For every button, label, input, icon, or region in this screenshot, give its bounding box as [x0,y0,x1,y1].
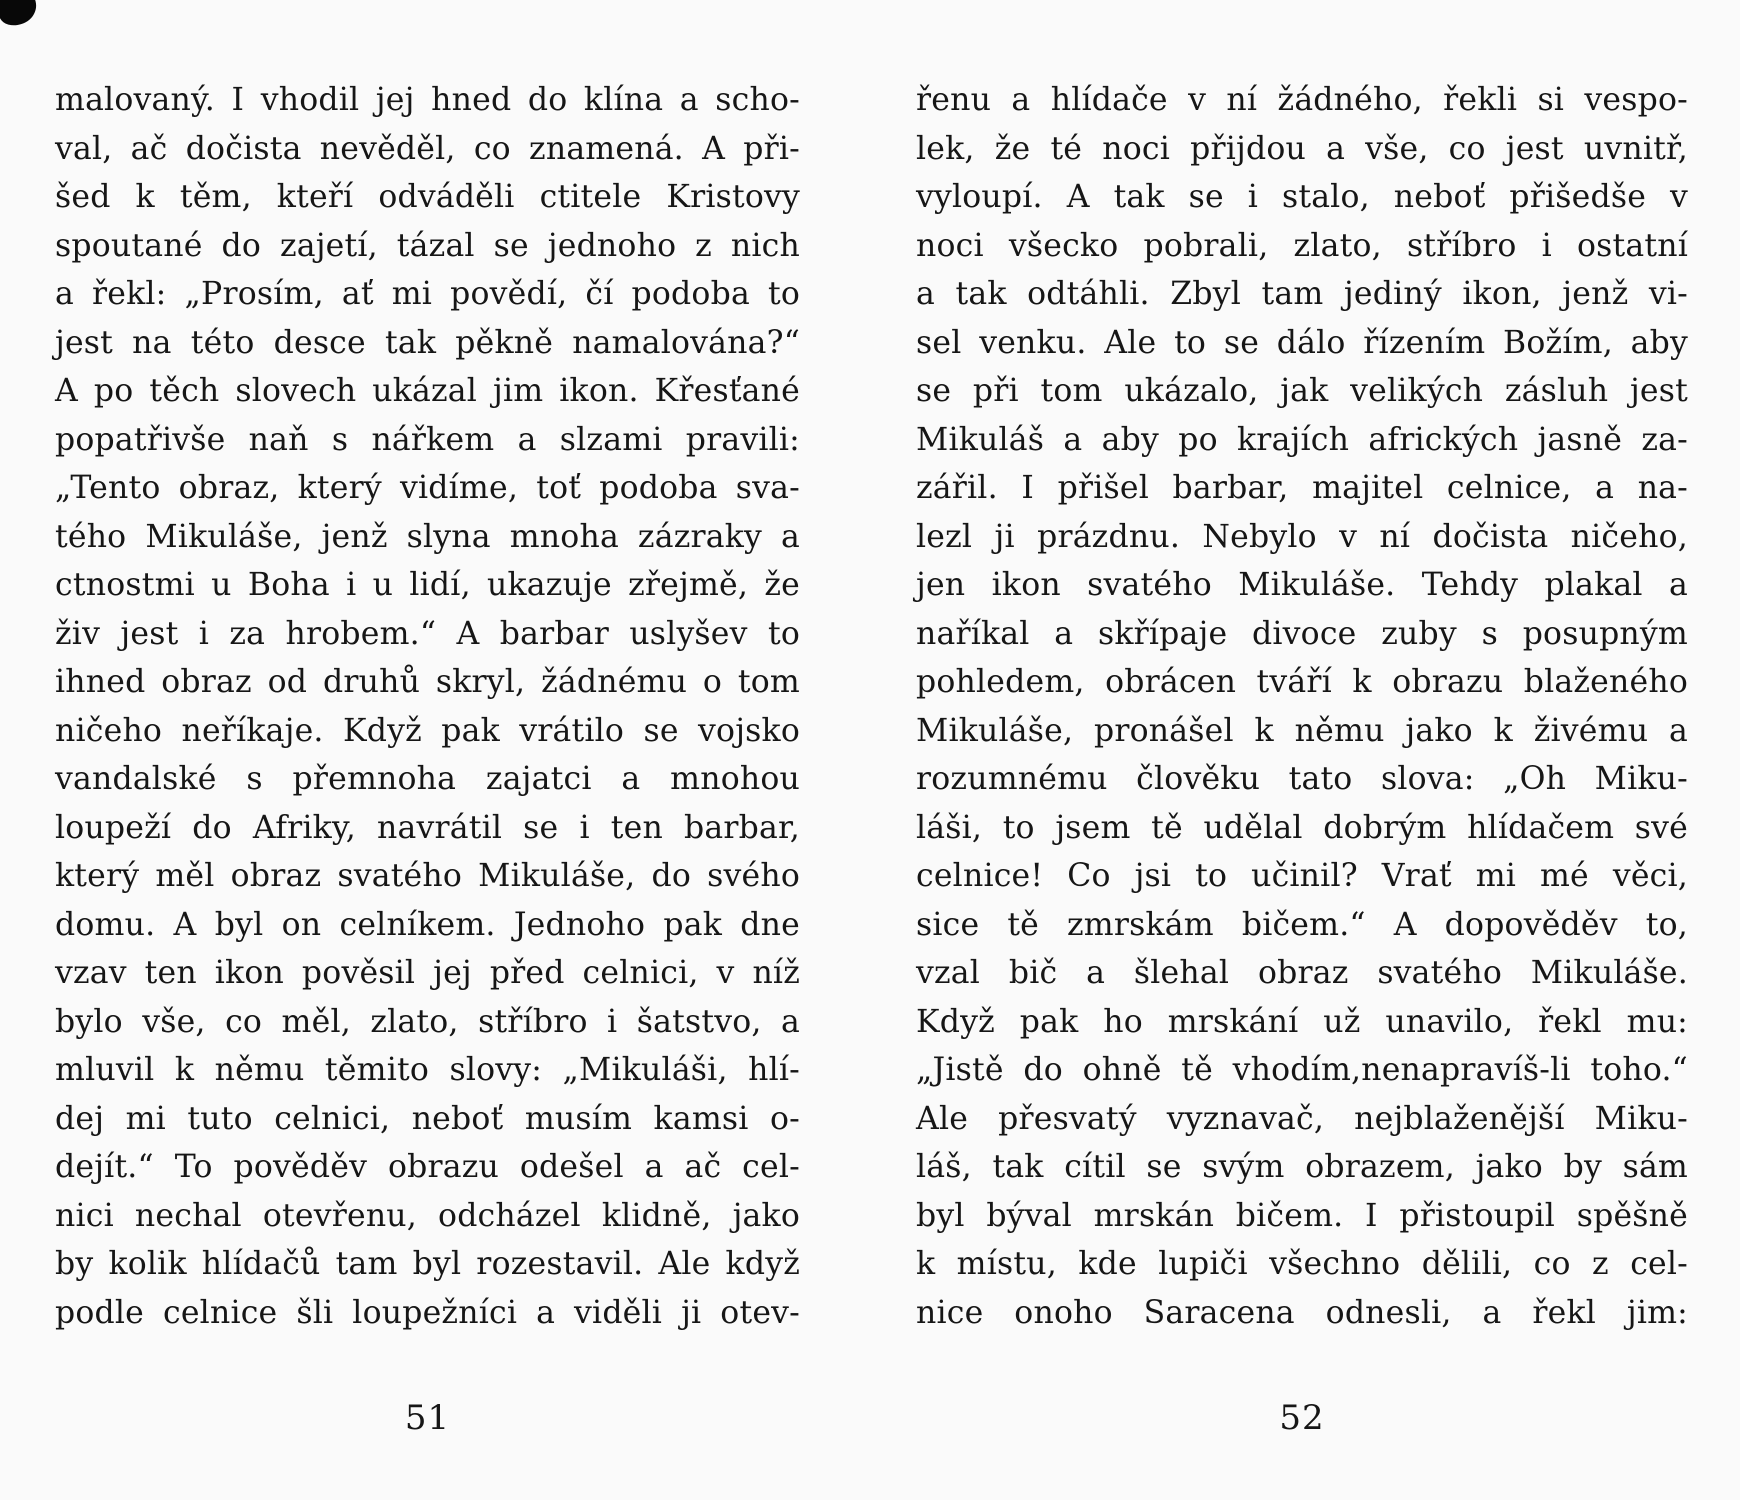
text-line: lezl ji prázdnu. Nebylo v ní dočista ničeho, [916,518,1688,555]
text-line: vandalské s přemnoha zajatci a mnohou [55,761,800,797]
page-number-right: 52 [1279,1398,1325,1438]
text-line: jest na této desce tak pěkně namalována?“ [55,324,800,361]
page-52-text-column [916,76,1688,1337]
text-line: noci všecko pobrali, zlato, stříbro i ostatní [916,227,1688,264]
text-line: a řekl: „Prosím, ať mi povědí, čí podoba to [55,276,800,312]
text-line: ničeho neříkaje. Když pak vrátilo se vojsko [55,712,800,749]
text-line: nici nechal otevřenu, odcházel klidně, jako [55,1197,800,1234]
text-line: malovaný. I vhodil jej hned do klína a scho- [55,82,800,118]
text-line: k místu, kde lupiči všechno dělili, co z cel- [916,1246,1688,1282]
text-line: Mikuláše, pronášel k němu jako k živému a [916,712,1688,749]
text-line: Když pak ho mrskání už unavilo, řekl mu: [916,1003,1688,1040]
text-line: který měl obraz svatého Mikuláše, do svého [55,858,800,894]
text-line: bylo vše, co měl, zlato, stříbro i šatstvo, a [55,1003,800,1040]
text-line: živ jest i za hrobem.“ A barbar uslyšev to [55,615,800,652]
text-line: a tak odtáhli. Zbyl tam jediný ikon, jenž vi- [916,276,1688,312]
text-line: loupeží do Afriky, navrátil se i ten barbar, [55,809,800,846]
text-line: vyloupí. A tak se i stalo, neboť přišedše v [916,179,1688,215]
text-line: dejít.“ To pověděv obrazu odešel a ač cel- [55,1149,800,1185]
ink-smudge-artifact [0,0,40,30]
text-line: A po těch slovech ukázal jim ikon. Křesťané [55,373,800,409]
page-51 [55,76,800,1476]
text-line: ctnostmi u Boha i u lidí, ukazuje zřejmě, že [55,567,800,603]
text-line: spoutané do zajetí, tázal se jednoho z nich [55,227,800,264]
text-line: „Jistě do ohně tě vhodím,nenapravíš-li toho.“ [916,1052,1688,1088]
text-line: naříkal a skřípaje divoce zuby s posupným [916,615,1688,652]
text-line: řenu a hlídače v ní žádného, řekli si vespo- [916,82,1688,118]
text-line: byl býval mrskán bičem. I přistoupil spěšně [916,1197,1688,1234]
text-line: „Tento obraz, který vidíme, toť podoba sva- [55,470,800,506]
page-51-text-column [55,76,800,1337]
page-52 [916,76,1688,1476]
text-line: láši, to jsem tě udělal dobrým hlídačem své [916,809,1688,846]
text-line: domu. A byl on celníkem. Jednoho pak dne [55,906,800,943]
text-line: Mikuláš a aby po krajích afrických jasně za- [916,421,1688,458]
text-line: nice onoho Saracena odnesli, a řekl jim: [916,1294,1688,1331]
text-line: dej mi tuto celnici, neboť musím kamsi o- [55,1100,800,1137]
text-line: se při tom ukázalo, jak velikých zásluh jest [916,373,1688,409]
text-line: láš, tak cítil se svým obrazem, jako by sám [916,1149,1688,1185]
text-line: rozumnému člověku tato slova: „Oh Miku- [916,761,1688,797]
page-number-left: 51 [404,1398,451,1438]
text-line: podle celnice šli loupežníci a viděli ji otev- [55,1294,800,1331]
text-line: popatřivše naň s nářkem a slzami pravili: [55,421,800,458]
text-line: vzal bič a šlehal obraz svatého Mikuláše. [916,955,1688,991]
text-line: šed k těm, kteří odváděli ctitele Kristovy [55,179,800,215]
text-line: sice tě zmrskám bičem.“ A dopověděv to, [916,906,1688,943]
text-line: zářil. I přišel barbar, majitel celnice, a na- [916,470,1688,506]
text-line: vzav ten ikon pověsil jej před celnici, v níž [55,955,800,991]
text-line: jen ikon svatého Mikuláše. Tehdy plakal a [916,567,1688,603]
text-line: mluvil k němu těmito slovy: „Mikuláši, hlí- [55,1052,800,1088]
text-line: Ale přesvatý vyznavač, nejblaženější Miku- [916,1100,1688,1137]
text-line: tého Mikuláše, jenž slyna mnoha zázraky a [55,518,800,555]
text-line: lek, že té noci přijdou a vše, co jest uvnitř, [916,130,1688,167]
text-line: sel venku. Ale to se dálo řízením Božím, aby [916,324,1688,361]
text-line: ihned obraz od druhů skryl, žádnému o tom [55,664,800,700]
text-line: val, ač dočista nevěděl, co znamená. A při- [55,130,800,167]
text-line: by kolik hlídačů tam byl rozestavil. Ale když [55,1246,800,1282]
text-line: pohledem, obrácen tváří k obrazu blaženého [916,664,1688,700]
text-line: celnice! Co jsi to učinil? Vrať mi mé věci, [916,858,1688,894]
